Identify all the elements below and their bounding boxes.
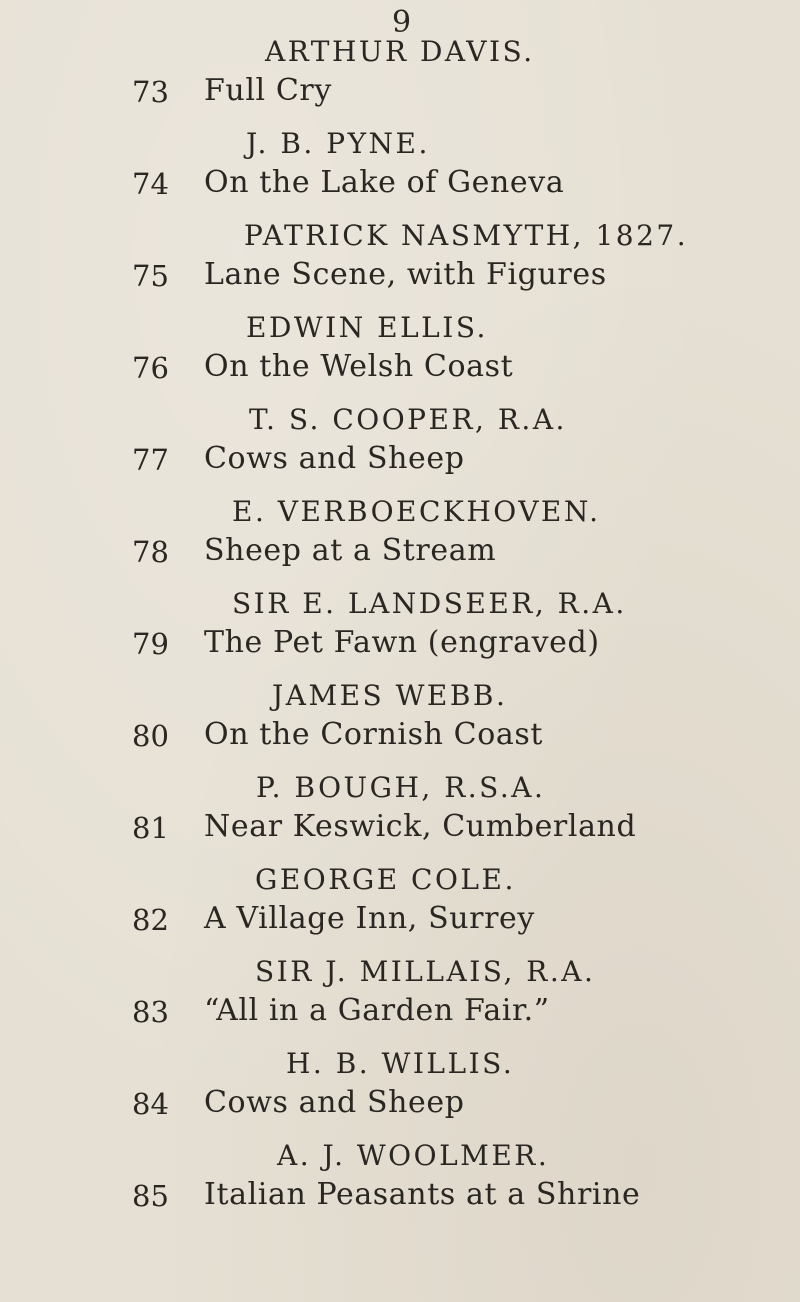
- artist-name: JAMES WEBB.: [272, 679, 508, 712]
- artwork-title: “All in a Garden Fair.”: [204, 993, 550, 1028]
- artwork-title: Full Cry: [204, 73, 332, 108]
- artwork-title: Near Keswick, Cumberland: [204, 809, 637, 844]
- artist-name: SIR E. LANDSEER, R.A.: [232, 587, 627, 620]
- artwork-title: Cows and Sheep: [204, 1085, 465, 1120]
- artwork-title: Cows and Sheep: [204, 441, 465, 476]
- artist-name: A. J. WOOLMER.: [277, 1139, 550, 1172]
- lot-number: 81: [132, 811, 169, 845]
- artist-name: SIR J. MILLAIS, R.A.: [255, 955, 596, 988]
- artwork-title: The Pet Fawn (engraved): [204, 625, 600, 660]
- artwork-title: On the Welsh Coast: [204, 349, 514, 384]
- lot-number: 79: [132, 627, 169, 661]
- artwork-title: Italian Peasants at a Shrine: [204, 1177, 641, 1212]
- artist-name: J. B. PYNE.: [246, 127, 430, 160]
- lot-number: 80: [132, 719, 169, 753]
- artist-name: H. B. WILLIS.: [286, 1047, 515, 1080]
- lot-number: 78: [132, 535, 169, 569]
- lot-number: 73: [132, 75, 169, 109]
- artist-name: PATRICK NASMYTH, 1827.: [244, 219, 689, 252]
- lot-number: 85: [132, 1179, 169, 1213]
- lot-number: 74: [132, 167, 169, 201]
- artwork-title: On the Lake of Geneva: [204, 165, 565, 200]
- artist-name: T. S. COOPER, R.A.: [249, 403, 567, 436]
- artist-name: ARTHUR DAVIS.: [265, 35, 535, 68]
- artwork-title: Sheep at a Stream: [204, 533, 497, 568]
- artwork-title: Lane Scene, with Figures: [204, 257, 607, 292]
- artist-name: EDWIN ELLIS.: [246, 311, 488, 344]
- lot-number: 84: [132, 1087, 169, 1121]
- artist-name: E. VERBOECKHOVEN.: [232, 495, 601, 528]
- artist-name: P. BOUGH, R.S.A.: [256, 771, 546, 804]
- lot-number: 83: [132, 995, 169, 1029]
- lot-number: 77: [132, 443, 169, 477]
- catalogue-entry: [0, 1139, 800, 1262]
- artist-name: GEORGE COLE.: [255, 863, 516, 896]
- lot-number: 76: [132, 351, 169, 385]
- artwork-title: A Village Inn, Surrey: [204, 901, 535, 936]
- lot-number: 82: [132, 903, 169, 937]
- artwork-title: On the Cornish Coast: [204, 717, 543, 752]
- page-number: 9: [392, 5, 412, 40]
- lot-number: 75: [132, 259, 169, 293]
